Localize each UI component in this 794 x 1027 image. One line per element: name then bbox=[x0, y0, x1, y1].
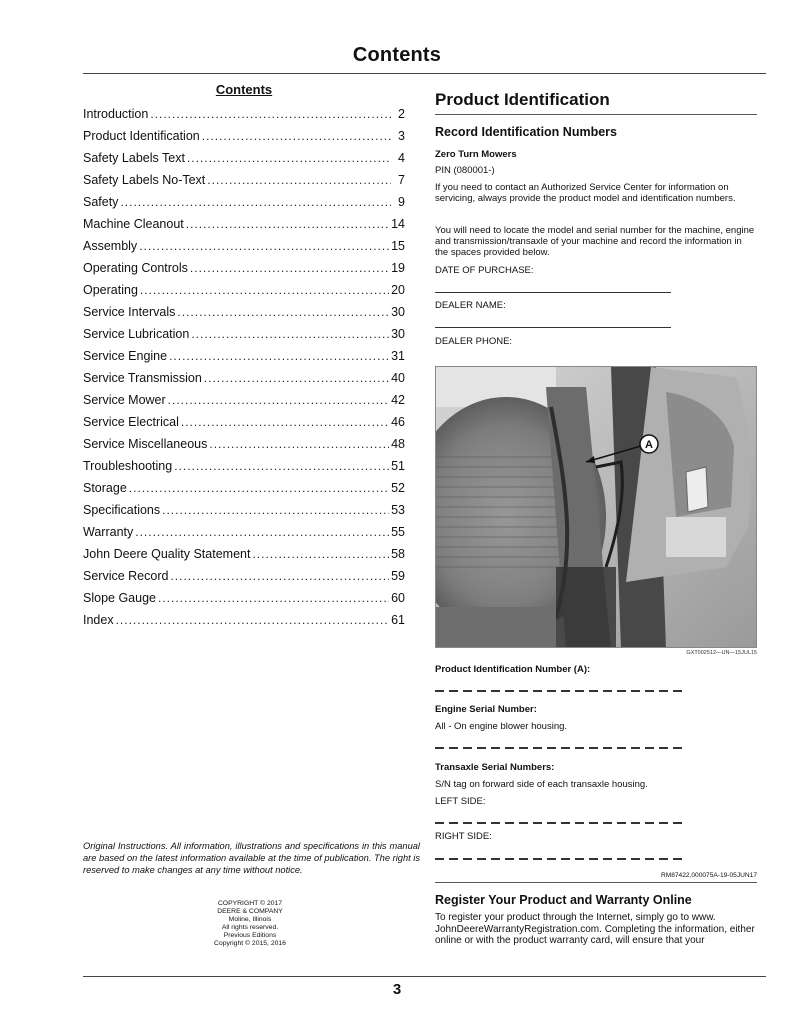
toc-dot-leader bbox=[135, 521, 389, 543]
toc-entry[interactable] bbox=[83, 521, 405, 543]
toc-entry-page: 59 bbox=[391, 569, 405, 583]
toc-dot-leader bbox=[162, 499, 389, 521]
copyright-line: Copyright © 2015, 2016 bbox=[214, 940, 286, 947]
left-side-field bbox=[435, 822, 687, 824]
toc-entry-page: 55 bbox=[391, 525, 405, 539]
toc-entry-label: Service Engine bbox=[83, 349, 168, 363]
toc-entry[interactable] bbox=[83, 147, 405, 169]
left-side-label: LEFT SIDE: bbox=[435, 796, 486, 807]
toc-entry[interactable] bbox=[83, 191, 405, 213]
toc-entry-label: Service Record bbox=[83, 569, 169, 583]
toc-dot-leader bbox=[170, 565, 389, 587]
toc-entry[interactable] bbox=[83, 499, 405, 521]
copyright-line: DEERE & COMPANY bbox=[217, 908, 283, 915]
figure-callout-a: A bbox=[645, 439, 653, 451]
toc-entry[interactable] bbox=[83, 301, 405, 323]
section-title: Product Identification bbox=[435, 90, 610, 109]
toc-entry-page: 40 bbox=[391, 371, 405, 385]
toc-dot-leader bbox=[140, 279, 389, 301]
section-rule bbox=[435, 114, 757, 115]
toc-entry-label: Safety bbox=[83, 195, 119, 209]
toc-entry[interactable] bbox=[83, 257, 405, 279]
toc-entry-page: 58 bbox=[391, 547, 405, 561]
toc-entry-page: 20 bbox=[391, 283, 405, 297]
toc-dot-leader bbox=[252, 543, 389, 565]
toc-dot-leader bbox=[150, 103, 391, 125]
pin-range: PIN (080001-) bbox=[435, 165, 495, 176]
right-side-label: RIGHT SIDE: bbox=[435, 831, 492, 842]
toc-dot-leader bbox=[174, 455, 389, 477]
toc-entry-label: Troubleshooting bbox=[83, 459, 173, 473]
toc-dot-leader bbox=[209, 433, 389, 455]
toc-entry[interactable] bbox=[83, 125, 405, 147]
toc-dot-leader bbox=[116, 609, 390, 631]
toc-entry[interactable] bbox=[83, 279, 405, 301]
toc-dot-leader bbox=[191, 323, 389, 345]
copyright-line: Moline, Illinois bbox=[228, 916, 272, 923]
engine-serial-field bbox=[435, 747, 687, 749]
toc-dot-leader bbox=[177, 301, 389, 323]
toc-entry-label: Operating bbox=[83, 283, 138, 297]
toc-entry-label: Service Mower bbox=[83, 393, 166, 407]
toc-entry[interactable] bbox=[83, 411, 405, 433]
engine-serial-note: All - On engine blower housing. bbox=[435, 721, 568, 732]
toc-dot-leader bbox=[129, 477, 389, 499]
copyright-line: COPYRIGHT © 2017 bbox=[217, 900, 283, 907]
header-rule bbox=[83, 73, 766, 74]
dealer-name-label: DEALER NAME: bbox=[435, 300, 506, 311]
toc-entry[interactable] bbox=[83, 323, 405, 345]
toc-dot-leader bbox=[187, 147, 391, 169]
toc-dot-leader bbox=[169, 345, 389, 367]
toc-entry-label: Assembly bbox=[83, 239, 138, 253]
toc-entry-page: 7 bbox=[398, 173, 405, 187]
transaxle-serial-label: Transaxle Serial Numbers: bbox=[435, 762, 555, 773]
toc-entry[interactable] bbox=[83, 543, 405, 565]
toc-entry-page: 46 bbox=[391, 415, 405, 429]
register-title: Register Your Product and Warranty Online bbox=[435, 893, 692, 907]
toc-entry-label: Index bbox=[83, 613, 114, 627]
section-separator bbox=[435, 882, 757, 883]
toc-entry-label: Product Identification bbox=[83, 129, 200, 143]
toc-entry[interactable] bbox=[83, 213, 405, 235]
transaxle-serial-note: S/N tag on forward side of each transaxle housing. bbox=[435, 779, 648, 790]
toc-entry[interactable] bbox=[83, 477, 405, 499]
toc-entry-page: 42 bbox=[391, 393, 405, 407]
subsection-title: Record Identification Numbers bbox=[435, 125, 617, 139]
locate-paragraph: You will need to locate the model and serial number for the machine, engine and transmission/transaxle of your machine and record the information in the spaces provided below. bbox=[435, 225, 755, 258]
toc-entry-page: 15 bbox=[391, 239, 405, 253]
toc-entry-label: Service Lubrication bbox=[83, 327, 190, 341]
toc-entry-page: 51 bbox=[391, 459, 405, 473]
toc-dot-leader bbox=[207, 169, 391, 191]
copyright-block bbox=[185, 900, 315, 948]
toc-entry-page: 3 bbox=[398, 129, 405, 143]
toc-entry-label: Safety Labels No-Text bbox=[83, 173, 206, 187]
toc-entry-label: Safety Labels Text bbox=[83, 151, 185, 165]
figure-caption: GXT002512—UN—15JUL15 bbox=[686, 650, 757, 656]
toc-dot-leader bbox=[186, 213, 389, 235]
toc-entry-label: Warranty bbox=[83, 525, 134, 539]
dealer-phone-label: DEALER PHONE: bbox=[435, 336, 513, 347]
right-side-field bbox=[435, 858, 687, 860]
page-title: Contents bbox=[352, 44, 442, 66]
toc-entry-page: 48 bbox=[391, 437, 405, 451]
toc-entry-page: 2 bbox=[398, 107, 405, 121]
register-text: To register your product through the Internet, simply go to www. JohnDeereWarrantyRegistration.com. Completing the information, either online or with the product warranty card, will ensure that your bbox=[435, 912, 755, 946]
toc-entry-page: 31 bbox=[391, 349, 405, 363]
toc-entry[interactable] bbox=[83, 587, 405, 609]
toc-entry-page: 60 bbox=[391, 591, 405, 605]
toc-entry-page: 52 bbox=[391, 481, 405, 495]
mower-photo bbox=[435, 366, 757, 648]
model-heading: Zero Turn Mowers bbox=[435, 149, 517, 160]
toc-dot-leader bbox=[190, 257, 389, 279]
toc-entry-page: 19 bbox=[391, 261, 405, 275]
toc-entry-label: Machine Cleanout bbox=[83, 217, 184, 231]
toc-entry-label: Service Intervals bbox=[83, 305, 176, 319]
toc-entry[interactable] bbox=[83, 433, 405, 455]
toc-entry-page: 53 bbox=[391, 503, 405, 517]
toc-entry[interactable] bbox=[83, 609, 405, 631]
toc-entry-page: 30 bbox=[391, 327, 405, 341]
toc-entry[interactable] bbox=[83, 455, 405, 477]
toc-entry-label: Service Transmission bbox=[83, 371, 202, 385]
toc-entry[interactable] bbox=[83, 345, 405, 367]
toc-entry-label: Service Electrical bbox=[83, 415, 179, 429]
toc-entry[interactable] bbox=[83, 235, 405, 257]
toc-dot-leader bbox=[120, 191, 391, 213]
footer-rule bbox=[83, 976, 766, 977]
toc-entry-page: 4 bbox=[398, 151, 405, 165]
toc-entry[interactable] bbox=[83, 169, 405, 191]
toc-entry[interactable] bbox=[83, 565, 405, 587]
toc-entry-label: Operating Controls bbox=[83, 261, 188, 275]
toc-entry[interactable] bbox=[83, 103, 405, 125]
date-of-purchase-field bbox=[435, 292, 671, 293]
pin-field bbox=[435, 690, 687, 692]
toc-entry-label: Slope Gauge bbox=[83, 591, 156, 605]
toc-dot-leader bbox=[158, 587, 389, 609]
reference-code: RM87422,000075A-19-05JUN17 bbox=[660, 872, 757, 879]
toc-entry-label: Storage bbox=[83, 481, 127, 495]
date-of-purchase-label: DATE OF PURCHASE: bbox=[435, 265, 534, 276]
toc-list bbox=[83, 103, 405, 631]
toc-dot-leader bbox=[181, 411, 389, 433]
toc-entry-page: 14 bbox=[391, 217, 405, 231]
copyright-line: Previous Editions bbox=[223, 932, 277, 939]
toc-title: Contents bbox=[215, 82, 273, 97]
toc-entry-label: John Deere Quality Statement bbox=[83, 547, 251, 561]
page-number: 3 bbox=[392, 981, 402, 998]
toc-entry[interactable] bbox=[83, 389, 405, 411]
dealer-name-field bbox=[435, 327, 671, 328]
toc-dot-leader bbox=[204, 367, 389, 389]
toc-entry[interactable] bbox=[83, 367, 405, 389]
toc-entry-label: Service Miscellaneous bbox=[83, 437, 208, 451]
toc-dot-leader bbox=[168, 389, 389, 411]
contact-paragraph: If you need to contact an Authorized Service Center for information on servicing, always provide the product model and identification numbers. bbox=[435, 182, 736, 204]
toc-entry-label: Specifications bbox=[83, 503, 161, 517]
original-instructions-notice: Original Instructions. All information, illustrations and specifications in this manual are based on the latest information available at the time of publication. The right is reserved to make changes at any time without notice. bbox=[83, 841, 420, 875]
toc-entry-page: 30 bbox=[391, 305, 405, 319]
pin-label: Product Identification Number (A): bbox=[435, 664, 591, 675]
toc-entry-label: Introduction bbox=[83, 107, 149, 121]
copyright-line: All rights reserved. bbox=[221, 924, 279, 931]
toc-entry-page: 9 bbox=[398, 195, 405, 209]
toc-entry-page: 61 bbox=[391, 613, 405, 627]
engine-serial-label: Engine Serial Number: bbox=[435, 704, 537, 715]
toc-dot-leader bbox=[139, 235, 389, 257]
toc-dot-leader bbox=[202, 125, 391, 147]
